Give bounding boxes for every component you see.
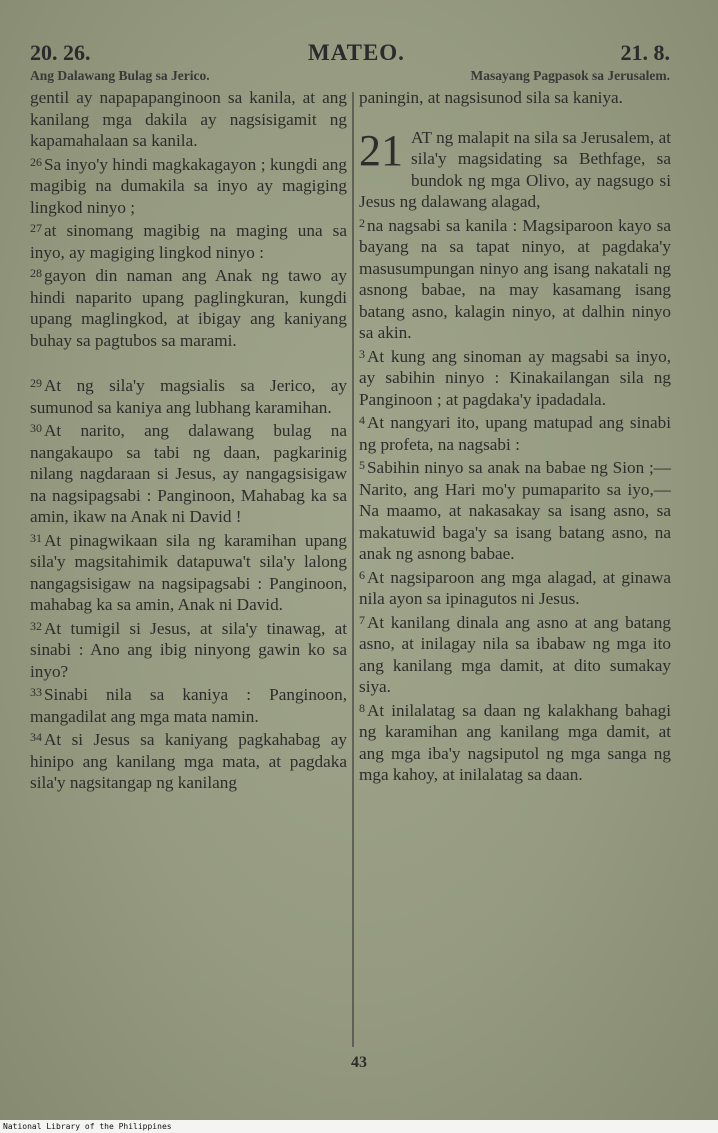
verse-27: $^{27}$ at sinomang magibig na maging una sa inyo, ay magiging lingkod ninyo : <box>30 221 347 262</box>
header-left-reference: 20. 26. <box>30 40 91 65</box>
verse-7: $^7$ At kanilang dinala ang asno at ang batang asno, at inilagay nila sa ibabaw ng mga ito ang kanilang mga damit, at dito sumakay siya. <box>359 612 671 696</box>
subheading-right: Masayang Pagpasok sa Jerusalem. <box>470 68 670 83</box>
verse-31: $^{31}$ At pinagwikaan sila ng karamihan upang sila'y magsitahimik datapuwa't sila'y lalong nangagsisigaw na nagsipagsabi : Panginoon, mahabag ka sa amin, Anak ni David. <box>30 530 347 614</box>
verse-6: $^6$ At nagsiparoon ang mga alagad, at ginawa nila ayon sa ipinagutos ni Jesus. <box>359 567 671 608</box>
header-right-reference: 21. 8. <box>620 40 670 65</box>
header-book-title: MATEO. <box>308 40 405 65</box>
verse-number: 29 <box>30 376 42 390</box>
verse-3: $^3$ At kung ang sinoman ay magsabi sa inyo, ay sabihin ninyo : Kinakailangan sila ng Panginoon ; at pagdaka'y ipadadala. <box>359 346 671 409</box>
verse-number: 27 <box>30 221 42 235</box>
verse-28: $^{28}$ gayon din naman ang Anak ng tawo ay hindi naparito upang paglingkuran, kungdi upang maglingkod, at ibigay ang kaniyang buhay sa pagtubos sa marami. <box>30 266 347 350</box>
page-number: 43 <box>351 1054 367 1071</box>
verse-34: $^{34}$ At si Jesus sa kaniyang pagkahabag ay hinipo ang kanilang mga mata, at pagdaka sila'y nagsitangap ng kanilang <box>30 730 347 792</box>
verse-4: $^4$ At nangyari ito, upang matupad ang sinabi ng profeta, na nagsabi : <box>359 413 671 454</box>
verse-continuation: gentil ay napapapanginoon sa kanila, at ang kanilang mga dakila ay nagsisigamit ng kapamahalaan sa kanila. <box>30 88 347 150</box>
verse-2: $^2$ na nagsabi sa kanila : Magsiparoon kayo sa bayang na sa tapat ninyo, at pagdaka'y masusumpungan ninyo ang isang nakatali ng asnong babae, na may kasamang isang batang asno, kalagin ninyo, at dalhin ninyo sa akin. <box>359 215 671 342</box>
verse-number: 32 <box>30 618 42 633</box>
verse-26: $^{26}$ Sa inyo'y hindi magkakagayon ; kungdi ang magibig na dumakila sa inyo ay magiging lingkod ninyo ; <box>30 154 347 217</box>
verse-number: 3 <box>359 346 365 361</box>
verse-number: 4 <box>359 413 365 427</box>
verse-number: 33 <box>30 685 42 699</box>
verse-continuation: paningin, at nagsisunod sila sa kaniya. <box>359 88 623 107</box>
verse-number: 31 <box>30 530 42 545</box>
verse-number: 2 <box>359 215 365 230</box>
verse-number: 8 <box>359 700 365 715</box>
verse-29: $^{29}$ At ng sila'y magsialis sa Jerico, ay sumunod sa kaniya ang lubhang karamihan. <box>30 376 347 417</box>
verse-5: $^5$ Sabihin ninyo sa anak na babae ng Sion ;—Narito, ang Hari mo'y pumaparito sa iyo,—Na maamo, at nakasakay sa isang asno, sa makatuwid baga'y sa isang batang asno, na anak ng asnong babae. <box>359 458 671 563</box>
footer-credit: National Library of the Philippines <box>0 1121 175 1133</box>
left-column <box>30 87 347 794</box>
verse-number: 28 <box>30 266 42 280</box>
column-divider <box>352 92 354 1047</box>
verse-30: $^{30}$ At narito, ang dalawang bulag na nangakaupo sa tabi ng daan, pagkarinig nilang nagdaraan si Jesus, ay nangagsisigaw na nagsipagsabi : Panginoon, Mahabag ka sa amin, ikaw na Anak ni David ! <box>30 421 347 526</box>
right-column <box>359 87 671 786</box>
verse-8: $^8$ At inilalatag sa daan ng kalakhang bahagi ng karamihan ang kanilang mga damit, at ang mga iba'y nagsiputol ng mga sanga ng mga kahoy, at inilalatag sa daan. <box>359 700 671 784</box>
verse-32: $^{32}$ At tumigil si Jesus, at sila'y tinawag, at sinabi : Ano ang ibig ninyong gawin ko sa inyo? <box>30 618 347 681</box>
verse-number: 6 <box>359 567 365 582</box>
chapter-number: 21 <box>359 125 403 175</box>
chapter-21-verse-1: 21 AT ng malapit na sila sa Jerusalem, at sila'y magsidating sa Bethfage, sa bundok ng mga Olivo, ay nagsugo si Jesus ng dalawang alagad, <box>359 125 671 211</box>
subheading-left: Ang Dalawang Bulag sa Jerico. <box>30 68 210 83</box>
verse-number: 26 <box>30 154 42 169</box>
verse-33: $^{33}$ Sinabi nila sa kaniya : Panginoon, mangadilat ang mga mata namin. <box>30 685 347 726</box>
verse-number: 5 <box>359 458 365 472</box>
verse-number: 7 <box>359 612 365 627</box>
verse-number: 30 <box>30 421 42 435</box>
verse-number: 34 <box>30 730 42 744</box>
